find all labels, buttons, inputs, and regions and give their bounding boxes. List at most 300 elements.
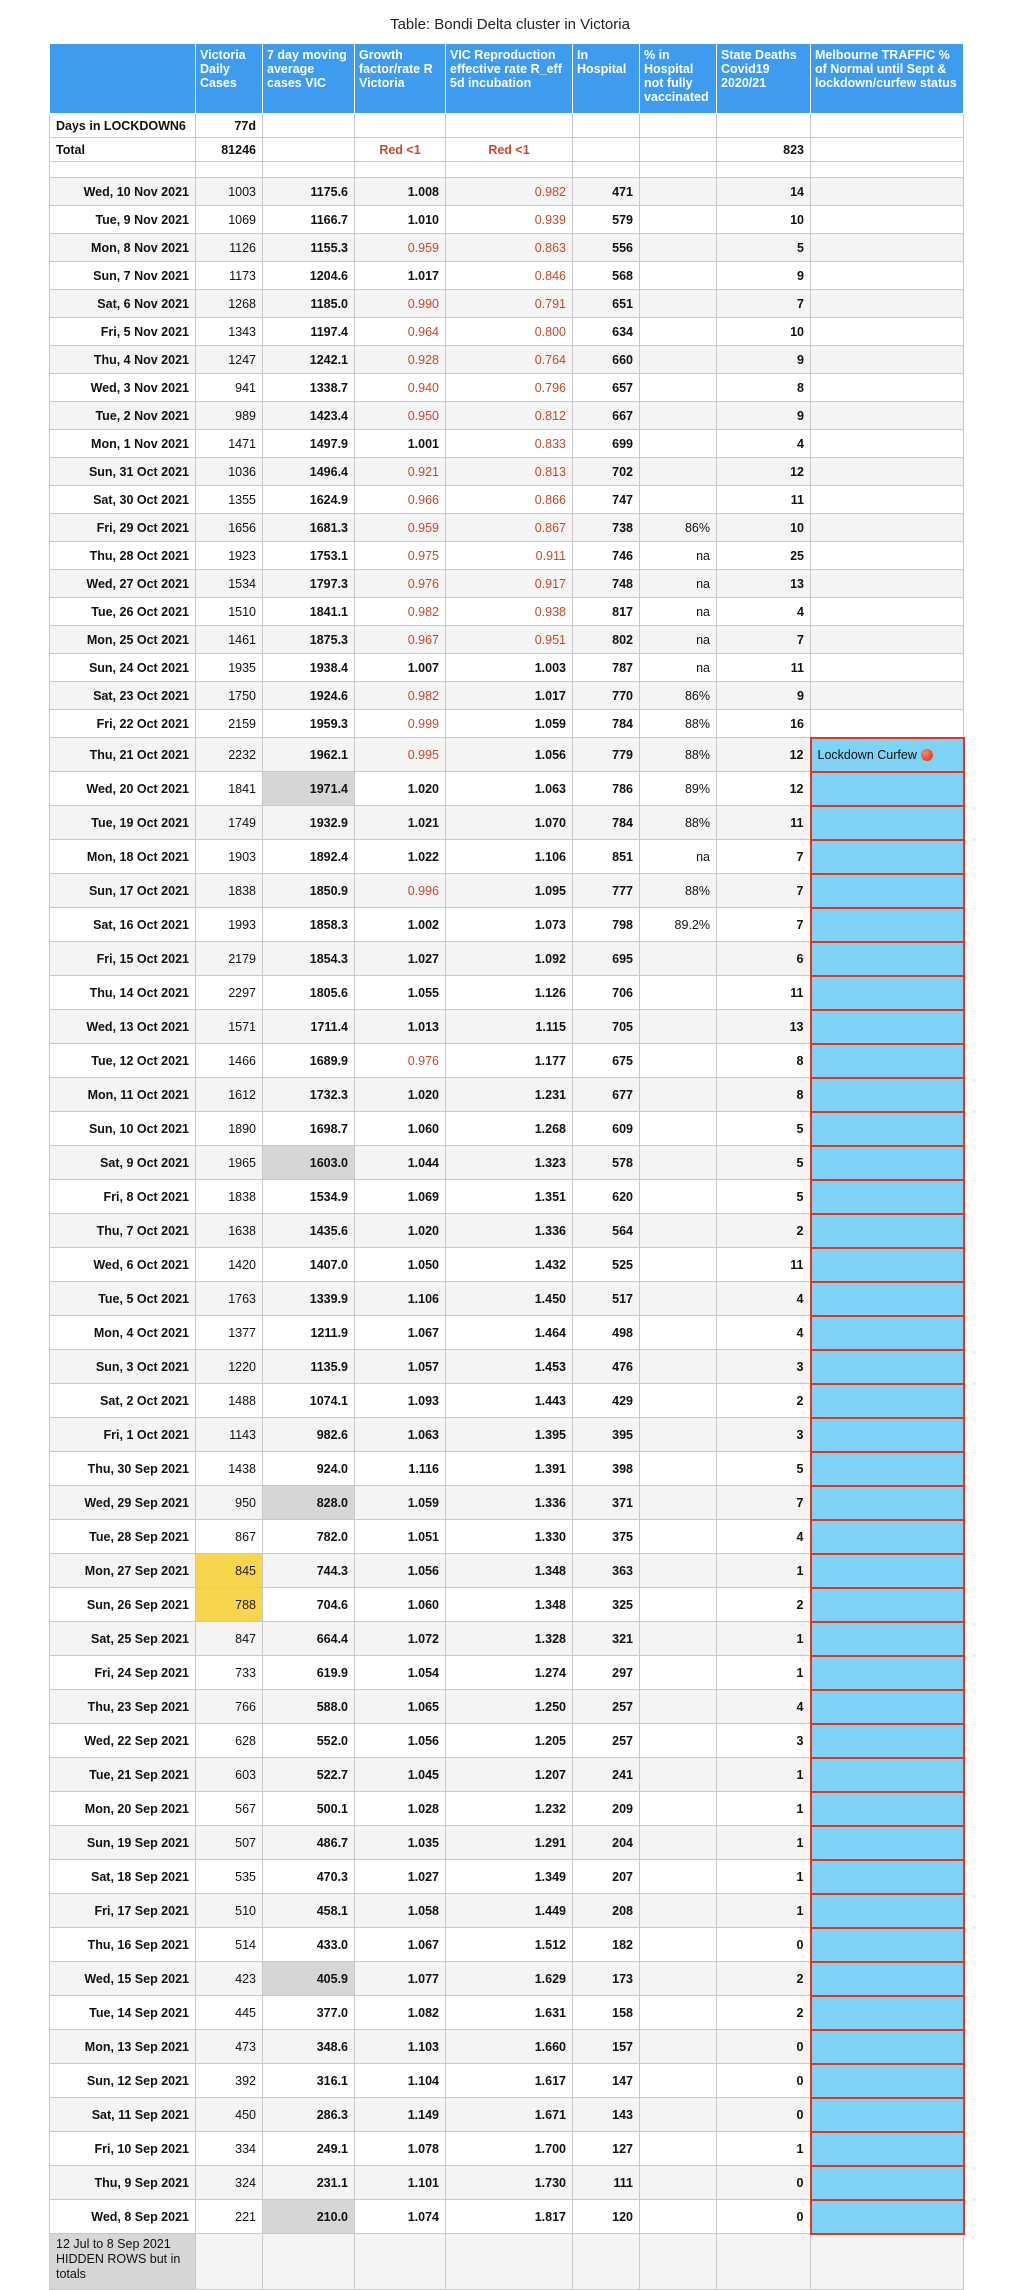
daily-cases-cell: 1571 — [196, 1010, 263, 1044]
daily-cases-cell: 1126 — [196, 234, 263, 262]
in-hospital-cell: 395 — [573, 1418, 640, 1452]
in-hospital-cell: 578 — [573, 1146, 640, 1180]
unvaccinated-cell — [640, 2064, 717, 2098]
reproduction-rate-cell: 0.846 — [446, 262, 573, 290]
table-row — [50, 2030, 964, 2064]
date-cell: Thu, 4 Nov 2021 — [50, 346, 196, 374]
reproduction-rate-cell: 1.268 — [446, 1112, 573, 1146]
daily-cases-cell: 1749 — [196, 806, 263, 840]
date-cell: Sat, 6 Nov 2021 — [50, 290, 196, 318]
daily-cases-cell: 2179 — [196, 942, 263, 976]
hidden-rows-note: 12 Jul to 8 Sep 2021 HIDDEN ROWS but in totals — [50, 2234, 196, 2290]
traffic-cell — [811, 1180, 964, 1214]
date-cell: Fri, 24 Sep 2021 — [50, 1656, 196, 1690]
moving-average-cell: 1204.6 — [263, 262, 355, 290]
reproduction-rate-cell: 1.070 — [446, 806, 573, 840]
reproduction-rate-cell: 1.250 — [446, 1690, 573, 1724]
deaths-cell: 8 — [717, 1078, 811, 1112]
traffic-cell — [811, 1826, 964, 1860]
deaths-cell: 6 — [717, 942, 811, 976]
reproduction-rate-cell: 1.700 — [446, 2132, 573, 2166]
reproduction-rate-cell: 1.512 — [446, 1928, 573, 1962]
traffic-cell — [811, 738, 964, 772]
date-cell: Mon, 8 Nov 2021 — [50, 234, 196, 262]
growth-factor-cell: 1.055 — [355, 976, 446, 1010]
reproduction-rate-cell: 1.115 — [446, 1010, 573, 1044]
moving-average-cell: 982.6 — [263, 1418, 355, 1452]
deaths-cell: 8 — [717, 1044, 811, 1078]
traffic-cell — [811, 1112, 964, 1146]
table-row — [50, 402, 964, 430]
moving-average-cell: 377.0 — [263, 1996, 355, 2030]
in-hospital-cell: 111 — [573, 2166, 640, 2200]
growth-factor-cell: 1.059 — [355, 1486, 446, 1520]
reproduction-rate-cell: 1.817 — [446, 2200, 573, 2234]
table-row — [50, 1044, 964, 1078]
date-cell: Thu, 16 Sep 2021 — [50, 1928, 196, 1962]
daily-cases-cell: 2232 — [196, 738, 263, 772]
reproduction-rate-cell: 1.395 — [446, 1418, 573, 1452]
deaths-cell: 3 — [717, 1724, 811, 1758]
in-hospital-cell: 705 — [573, 1010, 640, 1044]
footer-cell — [446, 2234, 573, 2290]
date-cell: Fri, 15 Oct 2021 — [50, 942, 196, 976]
table-row — [50, 598, 964, 626]
reproduction-rate-cell: 1.730 — [446, 2166, 573, 2200]
unvaccinated-cell — [640, 1486, 717, 1520]
in-hospital-cell: 204 — [573, 1826, 640, 1860]
table-row — [50, 2132, 964, 2166]
table-row — [50, 1928, 964, 1962]
reproduction-rate-cell: 1.291 — [446, 1826, 573, 1860]
in-hospital-cell: 525 — [573, 1248, 640, 1282]
date-cell: Sun, 19 Sep 2021 — [50, 1826, 196, 1860]
moving-average-cell: 405.9 — [263, 1962, 355, 1996]
moving-average-cell: 1407.0 — [263, 1248, 355, 1282]
growth-factor-cell: 1.067 — [355, 1928, 446, 1962]
moving-average-cell: 500.1 — [263, 1792, 355, 1826]
in-hospital-cell: 579 — [573, 206, 640, 234]
daily-cases-cell: 1838 — [196, 874, 263, 908]
moving-average-cell: 744.3 — [263, 1554, 355, 1588]
header-in-hospital: In Hospital — [573, 44, 640, 114]
unvaccinated-cell — [640, 1282, 717, 1316]
reproduction-rate-cell: 1.443 — [446, 1384, 573, 1418]
growth-factor-cell: 1.001 — [355, 430, 446, 458]
reproduction-rate-cell: 1.617 — [446, 2064, 573, 2098]
table-row — [50, 772, 964, 806]
daily-cases-cell: 788 — [196, 1588, 263, 1622]
table-row — [50, 1316, 964, 1350]
footer-cell — [573, 2234, 640, 2290]
date-cell: Sat, 23 Oct 2021 — [50, 682, 196, 710]
table-row — [50, 1282, 964, 1316]
deaths-cell: 4 — [717, 1520, 811, 1554]
reproduction-rate-cell: 1.207 — [446, 1758, 573, 1792]
reproduction-rate-cell: 1.336 — [446, 1214, 573, 1248]
growth-factor-cell: 1.050 — [355, 1248, 446, 1282]
table-row — [50, 262, 964, 290]
summary-growth-factor-cell: Red <1 — [355, 138, 446, 162]
unvaccinated-cell: 88% — [640, 710, 717, 738]
daily-cases-cell: 989 — [196, 402, 263, 430]
unvaccinated-cell — [640, 1792, 717, 1826]
daily-cases-cell: 1993 — [196, 908, 263, 942]
moving-average-cell: 1698.7 — [263, 1112, 355, 1146]
daily-cases-cell: 1935 — [196, 654, 263, 682]
daily-cases-cell: 1656 — [196, 514, 263, 542]
table-row — [50, 1996, 964, 2030]
moving-average-cell: 1875.3 — [263, 626, 355, 654]
moving-average-cell: 348.6 — [263, 2030, 355, 2064]
unvaccinated-cell — [640, 1146, 717, 1180]
in-hospital-cell: 564 — [573, 1214, 640, 1248]
reproduction-rate-cell: 1.330 — [446, 1520, 573, 1554]
traffic-cell — [811, 318, 964, 346]
growth-factor-cell: 1.022 — [355, 840, 446, 874]
daily-cases-cell: 1763 — [196, 1282, 263, 1316]
date-cell: Wed, 20 Oct 2021 — [50, 772, 196, 806]
reproduction-rate-cell: 0.939 — [446, 206, 573, 234]
in-hospital-cell: 634 — [573, 318, 640, 346]
daily-cases-cell: 1438 — [196, 1452, 263, 1486]
unvaccinated-cell — [640, 1996, 717, 2030]
table-row — [50, 976, 964, 1010]
traffic-cell — [811, 2064, 964, 2098]
deaths-cell: 7 — [717, 874, 811, 908]
growth-factor-cell: 0.976 — [355, 570, 446, 598]
daily-cases-cell: 845 — [196, 1554, 263, 1588]
deaths-cell: 9 — [717, 682, 811, 710]
table-row — [50, 1010, 964, 1044]
in-hospital-cell: 699 — [573, 430, 640, 458]
table-row — [50, 1690, 964, 1724]
traffic-cell — [811, 1758, 964, 1792]
traffic-cell — [811, 1520, 964, 1554]
unvaccinated-cell — [640, 1384, 717, 1418]
growth-factor-cell: 0.967 — [355, 626, 446, 654]
spacer-cell — [717, 162, 811, 178]
traffic-cell — [811, 2030, 964, 2064]
moving-average-cell: 552.0 — [263, 1724, 355, 1758]
date-cell: Fri, 1 Oct 2021 — [50, 1418, 196, 1452]
traffic-cell — [811, 1860, 964, 1894]
moving-average-cell: 1841.1 — [263, 598, 355, 626]
traffic-cell — [811, 1656, 964, 1690]
reproduction-rate-cell: 1.017 — [446, 682, 573, 710]
daily-cases-cell: 1247 — [196, 346, 263, 374]
in-hospital-cell: 777 — [573, 874, 640, 908]
data-table — [49, 43, 965, 2290]
traffic-cell — [811, 2166, 964, 2200]
moving-average-cell: 924.0 — [263, 1452, 355, 1486]
moving-average-cell: 1938.4 — [263, 654, 355, 682]
reproduction-rate-cell: 1.274 — [446, 1656, 573, 1690]
growth-factor-cell: 1.074 — [355, 2200, 446, 2234]
deaths-cell: 11 — [717, 976, 811, 1010]
reproduction-rate-cell: 0.866 — [446, 486, 573, 514]
header-daily-cases: Victoria Daily Cases — [196, 44, 263, 114]
reproduction-rate-cell: 1.660 — [446, 2030, 573, 2064]
date-cell: Mon, 27 Sep 2021 — [50, 1554, 196, 1588]
moving-average-cell: 316.1 — [263, 2064, 355, 2098]
deaths-cell: 12 — [717, 738, 811, 772]
spacer-cell — [640, 162, 717, 178]
moving-average-cell: 433.0 — [263, 1928, 355, 1962]
table-row — [50, 1656, 964, 1690]
in-hospital-cell: 321 — [573, 1622, 640, 1656]
deaths-cell: 1 — [717, 1656, 811, 1690]
deaths-cell: 0 — [717, 2098, 811, 2132]
moving-average-cell: 1074.1 — [263, 1384, 355, 1418]
growth-factor-cell: 1.057 — [355, 1350, 446, 1384]
spacer-row — [50, 162, 964, 178]
deaths-cell: 0 — [717, 2200, 811, 2234]
daily-cases-cell: 1612 — [196, 1078, 263, 1112]
unvaccinated-cell — [640, 1316, 717, 1350]
daily-cases-cell: 1461 — [196, 626, 263, 654]
daily-cases-cell: 473 — [196, 2030, 263, 2064]
summary-growth-factor-cell — [355, 114, 446, 138]
deaths-cell: 1 — [717, 1554, 811, 1588]
date-cell: Fri, 17 Sep 2021 — [50, 1894, 196, 1928]
moving-average-cell: 1534.9 — [263, 1180, 355, 1214]
growth-factor-cell: 1.020 — [355, 1214, 446, 1248]
growth-factor-cell: 0.976 — [355, 1044, 446, 1078]
unvaccinated-cell — [640, 1248, 717, 1282]
unvaccinated-cell: 89.2% — [640, 908, 717, 942]
reproduction-rate-cell: 1.231 — [446, 1078, 573, 1112]
deaths-cell: 2 — [717, 1214, 811, 1248]
deaths-cell: 5 — [717, 234, 811, 262]
header-growth-factor: Growth factor/rate R Victoria — [355, 44, 446, 114]
in-hospital-cell: 208 — [573, 1894, 640, 1928]
moving-average-cell: 1166.7 — [263, 206, 355, 234]
traffic-cell — [811, 514, 964, 542]
daily-cases-cell: 733 — [196, 1656, 263, 1690]
daily-cases-cell: 1355 — [196, 486, 263, 514]
growth-factor-cell: 0.982 — [355, 682, 446, 710]
daily-cases-cell: 1750 — [196, 682, 263, 710]
daily-cases-cell: 2159 — [196, 710, 263, 738]
growth-factor-cell: 0.982 — [355, 598, 446, 626]
in-hospital-cell: 158 — [573, 1996, 640, 2030]
deaths-cell: 10 — [717, 514, 811, 542]
date-cell: Thu, 7 Oct 2021 — [50, 1214, 196, 1248]
table-row — [50, 874, 964, 908]
moving-average-cell: 1850.9 — [263, 874, 355, 908]
unvaccinated-cell — [640, 1180, 717, 1214]
traffic-cell — [811, 1146, 964, 1180]
lockdown-curfew-label: Lockdown Curfew — [817, 747, 917, 762]
in-hospital-cell: 209 — [573, 1792, 640, 1826]
moving-average-cell: 1962.1 — [263, 738, 355, 772]
summary-in-hospital-cell — [573, 114, 640, 138]
reproduction-rate-cell: 1.232 — [446, 1792, 573, 1826]
unvaccinated-cell — [640, 1860, 717, 1894]
summary-daily-cases-cell: 77d — [196, 114, 263, 138]
traffic-cell — [811, 234, 964, 262]
daily-cases-cell: 423 — [196, 1962, 263, 1996]
growth-factor-cell: 0.999 — [355, 710, 446, 738]
unvaccinated-cell — [640, 458, 717, 486]
moving-average-cell: 704.6 — [263, 1588, 355, 1622]
footer-cell — [355, 2234, 446, 2290]
reproduction-rate-cell: 1.063 — [446, 772, 573, 806]
moving-average-cell: 486.7 — [263, 1826, 355, 1860]
date-cell: Tue, 5 Oct 2021 — [50, 1282, 196, 1316]
date-cell: Thu, 9 Sep 2021 — [50, 2166, 196, 2200]
traffic-cell — [811, 1078, 964, 1112]
deaths-cell: 12 — [717, 772, 811, 806]
deaths-cell: 7 — [717, 1486, 811, 1520]
unvaccinated-cell: na — [640, 570, 717, 598]
summary-deaths-cell: 823 — [717, 138, 811, 162]
growth-factor-cell: 1.056 — [355, 1724, 446, 1758]
traffic-cell — [811, 598, 964, 626]
reproduction-rate-cell: 0.791 — [446, 290, 573, 318]
summary-unvaccinated-cell — [640, 138, 717, 162]
traffic-cell — [811, 1588, 964, 1622]
header-unvaccinated: % in Hospital not fully vaccinated — [640, 44, 717, 114]
moving-average-cell: 1732.3 — [263, 1078, 355, 1112]
traffic-cell — [811, 290, 964, 318]
traffic-cell — [811, 1282, 964, 1316]
deaths-cell: 10 — [717, 318, 811, 346]
in-hospital-cell: 147 — [573, 2064, 640, 2098]
daily-cases-cell: 1471 — [196, 430, 263, 458]
date-cell: Wed, 8 Sep 2021 — [50, 2200, 196, 2234]
unvaccinated-cell — [640, 346, 717, 374]
daily-cases-cell: 514 — [196, 1928, 263, 1962]
date-cell: Mon, 4 Oct 2021 — [50, 1316, 196, 1350]
traffic-cell — [811, 1792, 964, 1826]
summary-daily-cases-cell: 81246 — [196, 138, 263, 162]
table-row — [50, 1826, 964, 1860]
daily-cases-cell: 941 — [196, 374, 263, 402]
table-row — [50, 654, 964, 682]
summary-row — [50, 138, 964, 162]
in-hospital-cell: 182 — [573, 1928, 640, 1962]
header-traffic: Melbourne TRAFFIC % of Normal until Sept & lockdown/curfew status — [811, 44, 964, 114]
in-hospital-cell: 784 — [573, 710, 640, 738]
date-cell: Wed, 22 Sep 2021 — [50, 1724, 196, 1758]
date-cell: Thu, 14 Oct 2021 — [50, 976, 196, 1010]
in-hospital-cell: 143 — [573, 2098, 640, 2132]
unvaccinated-cell: na — [640, 840, 717, 874]
in-hospital-cell: 746 — [573, 542, 640, 570]
moving-average-cell: 1971.4 — [263, 772, 355, 806]
reproduction-rate-cell: 1.348 — [446, 1588, 573, 1622]
reproduction-rate-cell: 0.812 — [446, 402, 573, 430]
reproduction-rate-cell: 1.003 — [446, 654, 573, 682]
daily-cases-cell: 1903 — [196, 840, 263, 874]
unvaccinated-cell — [640, 290, 717, 318]
moving-average-cell: 1854.3 — [263, 942, 355, 976]
traffic-cell — [811, 1962, 964, 1996]
table-row — [50, 374, 964, 402]
moving-average-cell: 1959.3 — [263, 710, 355, 738]
table-row — [50, 908, 964, 942]
daily-cases-cell: 1003 — [196, 178, 263, 206]
unvaccinated-cell: 89% — [640, 772, 717, 806]
in-hospital-cell: 786 — [573, 772, 640, 806]
traffic-cell — [811, 2098, 964, 2132]
moving-average-cell: 1689.9 — [263, 1044, 355, 1078]
unvaccinated-cell — [640, 486, 717, 514]
reproduction-rate-cell: 0.800 — [446, 318, 573, 346]
moving-average-cell: 1711.4 — [263, 1010, 355, 1044]
date-cell: Sat, 2 Oct 2021 — [50, 1384, 196, 1418]
date-cell: Tue, 28 Sep 2021 — [50, 1520, 196, 1554]
traffic-cell — [811, 772, 964, 806]
growth-factor-cell: 0.966 — [355, 486, 446, 514]
unvaccinated-cell — [640, 2132, 717, 2166]
table-row — [50, 1452, 964, 1486]
deaths-cell: 2 — [717, 1996, 811, 2030]
header-reproduction-rate: VIC Reproduction effective rate R_eff 5d incubation — [446, 44, 573, 114]
deaths-cell: 1 — [717, 1860, 811, 1894]
daily-cases-cell: 221 — [196, 2200, 263, 2234]
date-cell: Tue, 2 Nov 2021 — [50, 402, 196, 430]
in-hospital-cell: 677 — [573, 1078, 640, 1112]
traffic-cell — [811, 1452, 964, 1486]
in-hospital-cell: 556 — [573, 234, 640, 262]
growth-factor-cell: 1.106 — [355, 1282, 446, 1316]
in-hospital-cell: 620 — [573, 1180, 640, 1214]
daily-cases-cell: 628 — [196, 1724, 263, 1758]
reproduction-rate-cell: 0.867 — [446, 514, 573, 542]
moving-average-cell: 664.4 — [263, 1622, 355, 1656]
traffic-cell — [811, 1554, 964, 1588]
footer-row — [50, 2234, 964, 2290]
unvaccinated-cell — [640, 1724, 717, 1758]
reproduction-rate-cell: 1.056 — [446, 738, 573, 772]
growth-factor-cell: 1.008 — [355, 178, 446, 206]
in-hospital-cell: 127 — [573, 2132, 640, 2166]
date-cell: Thu, 23 Sep 2021 — [50, 1690, 196, 1724]
moving-average-cell: 1155.3 — [263, 234, 355, 262]
in-hospital-cell: 660 — [573, 346, 640, 374]
daily-cases-cell: 445 — [196, 1996, 263, 2030]
traffic-cell — [811, 908, 964, 942]
traffic-cell — [811, 1622, 964, 1656]
growth-factor-cell: 1.044 — [355, 1146, 446, 1180]
spacer-cell — [573, 162, 640, 178]
daily-cases-cell: 603 — [196, 1758, 263, 1792]
deaths-cell: 0 — [717, 1928, 811, 1962]
in-hospital-cell: 851 — [573, 840, 640, 874]
moving-average-cell: 782.0 — [263, 1520, 355, 1554]
deaths-cell: 14 — [717, 178, 811, 206]
footer-cell — [196, 2234, 263, 2290]
reproduction-rate-cell: 1.095 — [446, 874, 573, 908]
deaths-cell: 0 — [717, 2064, 811, 2098]
table-row — [50, 682, 964, 710]
growth-factor-cell: 0.995 — [355, 738, 446, 772]
unvaccinated-cell: na — [640, 626, 717, 654]
in-hospital-cell: 173 — [573, 1962, 640, 1996]
deaths-cell: 3 — [717, 1418, 811, 1452]
table-row — [50, 514, 964, 542]
table-row — [50, 806, 964, 840]
table-row — [50, 1520, 964, 1554]
date-cell: Fri, 10 Sep 2021 — [50, 2132, 196, 2166]
date-cell: Sun, 17 Oct 2021 — [50, 874, 196, 908]
traffic-cell — [811, 402, 964, 430]
reproduction-rate-cell: 1.631 — [446, 1996, 573, 2030]
date-cell: Sat, 9 Oct 2021 — [50, 1146, 196, 1180]
